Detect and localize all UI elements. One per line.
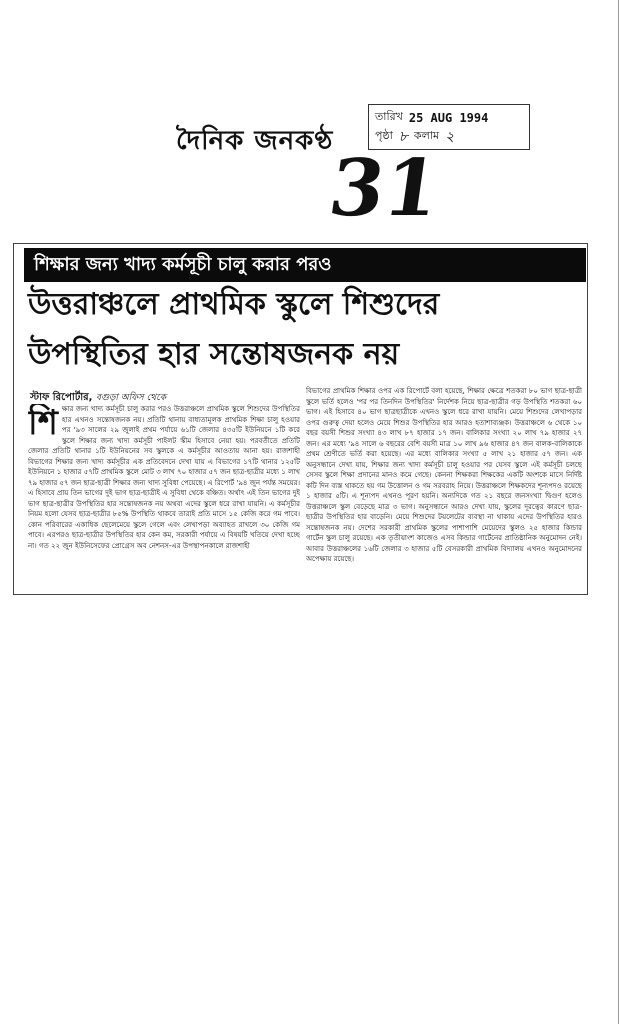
handwritten-file-number: 31 (323, 143, 446, 234)
column-label: কলাম (413, 129, 440, 142)
byline-location: বগুড়া অফিস থেকে (95, 393, 167, 403)
article-column-2 (306, 386, 582, 590)
headline-line-1: উত্তরাঞ্চলে প্রাথমিক স্কুলে শিশুদের (28, 287, 440, 322)
page-label: পৃষ্ঠা (375, 129, 393, 142)
column-value: ২ (445, 128, 455, 145)
date-label: তারিখ (375, 110, 403, 123)
newspaper-masthead: দৈনিক জনকণ্ঠ (176, 126, 334, 156)
headline-line-2: উপস্থিতির হার সন্তোষজনক নয় (28, 337, 400, 372)
date-value: 25 AUG 1994 (408, 110, 489, 125)
byline-reporter: স্টাফ রিপোর্টার, (30, 392, 93, 403)
article-kicker: শিক্ষার জন্য খাদ্য কর্মসূচী চালু করার পরও (24, 248, 586, 282)
column-1-text: ক্ষার জন্য খাদ্য কর্মসূচী চালু করার পরও উত্তরাঞ্চলে প্রাথমিক স্কুলে শিশুদের উপস্থিতির হার এখনও সন্তোষজনক নয়। প্রতিটি থানায় বাধ্যতামূলক প্রাথমিক শিক্ষা চালু হওয়ার পর '৯৩ সালের ২৯ জুলাই প্রথম পর্যায়ে ৬১টি জেলার ৪৩৫টি ইউনিয়নে ১টি করে স্কুলে শিক্ষার জন্য খাদ্য কর্মসূচী পাইলট স্কীম হিসাবে নেয়া হয়। পরবর্তীতে প্রতিটি জেলার প্রতিটি থানার ১টি ইউনিয়নের সব স্কুলকে এ কর্মসূচীর আওতায় আনা হয়। রাজশাহী বিভাগের শিক্ষার জন্য খাদ্য কর্মসূচীর এক প্রতিবেদনে দেখা যায় এ বিভাগের ১৭টি থানার ১২৫টি ইউনিয়নে ১ হাজার ৫৭টি প্রাথমিক স্কুলে মোট ৩ লাখ ৭০ হাজার ৫৭ জন ছাত্র-ছাত্রীর মধ্যে ১ লাখ ৭৯ হাজার ৫৭ জন ছাত্র-ছাত্রী শিক্ষার জন্য খাদ্য সুবিধা পেয়েছে। এ রিপোর্ট '৯৪ জুন পর্যন্ত সময়ের। এ হিসাবে প্রায় তিন ভাগের দুই ভাগ ছাত্র-ছাত্রীই এ সুবিধা থেকে বঞ্চিত। অর্থাৎ এই তিন ভাগের দুই ভাগ ছাত্র-ছাত্রীর উপস্থিতির হার সন্তোষজনক নয় অথবা এদের স্কুলে ধরে রাখা যায়নি। এ কর্মসূচীর নিয়ম হলো যেসব ছাত্র-ছাত্রীর ৮৫% উপস্থিতি থাকবে তারাই প্রতি মাসে ১৫ কেজি করে গম পাবে। কোন পরিবারের একাধিক ছেলেমেয়ে স্কুলে গেলে এবং লেখাপড়া অব্যাহত রাখলে ৩০ কেজি গম পাবে। এরপরও ছাত্র-ছাত্রীর উপস্থিতির হার কেন কম, সরকারী পর্যায়ে এ বিষয়টি খতিয়ে দেখা হচ্ছে না। গত ২২ জুন ইউনিসেফের প্রোগ্রেস অব নেশনস-এর উপস্থাপনকালে রাজশাহী (28, 405, 300, 550)
article-column-1 (28, 404, 300, 590)
drop-cap: শি (28, 404, 58, 443)
column-2-text: বিভাগের প্রাথমিক শিক্ষার ওপর এক রিপোর্টে বলা হয়েছে, শিক্ষার ক্ষেত্রে শতকরা ৮০ ভাগ ছাত্র-ছাত্রী স্কুলে ভর্তি হলেও 'পর পর তিনদিন উপস্থিতির' নির্দেশক নিয়ে ছাত্র-ছাত্রীর গড় উপস্থিতি শতকরা ৬০ ভাগ। এই হিসাবে ৪০ ভাগ ছাত্রছাত্রীকে এখনও স্কুলে ধরে রাখা যায়নি। মেয়ে শিশুদের লেখাপড়ার ওপর গুরুত্ব দেয়া হলেও মেয়ে শিশুর উপস্থিতির হার আরও হতাশাব্যঞ্জক। উত্তরাঞ্চলে ৬ থেকে ১০ বছর বয়সী শিশুর সংখ্যা ৪৩ লাখ ৮৭ হাজার ১৭ জন। বালিকার সংখ্যা ২০ লাখ ৭৯ হাজার ২৭ জন। এর মধ্যে '৯৪ সালে ৬ বছরের বেশি বয়সী মাত্র ১০ লাখ ৯৬ হাজার ৪৭ জন বালক-বালিকাকে প্রথম শ্রেণীতে ভর্তি করা হয়েছে। এর মধ্যে বালিকার সংখ্যা ৫ লাখ ২১ হাজার ৫৭ জন। এক অনুসন্ধানে দেখা যায়, শিক্ষার জন্য খাদ্য কর্মসূচী চালু হওয়ার পর যেসব স্কুলে এই কর্মসূচী চলছে সেসব স্কুলে শিক্ষা প্রদানের মানও কমে গেছে। কেননা শিক্ষকরা শিক্ষকের একটি অংশকে মাসে নির্দিষ্ট কটি দিন ব্যস্ত থাকতে হয় গম উত্তোলন ও গম সরবরাহ নিয়ে। উত্তরাঞ্চলে শিক্ষকদের শূন্যপদও রয়েছে ১ হাজার ৫টি। এ শূন্যপদ এখনও পূরণ হয়নি। অন্যদিকে গত ২১ বছরে জনসংখ্যা দ্বিগুণ হলেও উত্তরাঞ্চলে স্কুল বেড়েছে মাত্র ৩ ভাগ। অনুসন্ধানে আরও দেখা যায়, স্কুলের দূরত্বের কারণে ছাত্র-ছাত্রীর উপস্থিতির হার বাড়েনি। মেয়ে শিশুদের টয়লেটের ব্যবস্থা না থাকায় এদের উপস্থিতির হারও সন্তোষজনক নয়। দেশের সরকারী প্রাথমিক স্কুলের পাশাপাশি মেয়েদের স্কুলও ২৫ হাজার কিন্ডার গার্টেন স্কুল চালু রয়েছে। এক তৃতীয়াংশ কাজেও এসব কিন্ডার গার্টেনের প্রাতিষ্ঠানিক অনুমোদন নেই। আবার উত্তরাঞ্চলের ১৬টি জেলার ৩ হাজার ৫টি বেসরকারী প্রাথমিক বিদ্যালয় এখনও অনুমোদনের অপেক্ষায় রয়েছে। (306, 387, 582, 563)
page-value: ৮ (398, 128, 408, 145)
